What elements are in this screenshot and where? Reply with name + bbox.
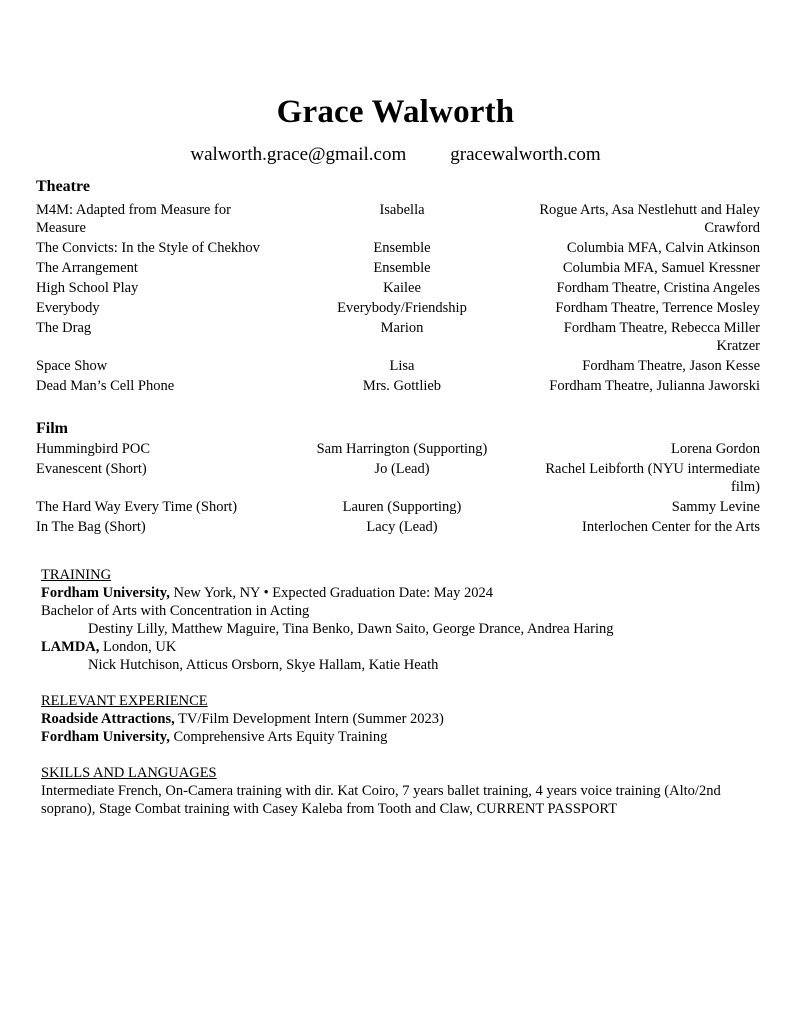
credit-row <box>36 259 760 277</box>
film-heading: Film <box>36 420 68 437</box>
role: Everybody/Friendship <box>337 300 467 316</box>
skills-text: Intermediate French, On-Camera training with dir. Kat Coiro, 7 years ballet training, 4 years voice training (Alto/2nd soprano), Stage Combat training with Casey Kaleba from Tooth and Claw, CURRENT PASSPORT <box>41 783 721 817</box>
credit-row <box>36 357 760 375</box>
company-director: Rogue Arts, Asa Nestlehutt and Haley Crawford <box>539 202 760 236</box>
credit-row <box>36 498 760 516</box>
theatre-credits <box>36 201 760 397</box>
degree: Bachelor of Arts with Concentration in Acting <box>41 603 310 619</box>
credit-row <box>36 319 760 355</box>
production-title: Space Show <box>36 358 108 374</box>
company-director: Columbia MFA, Samuel Kressner <box>562 260 760 276</box>
school-detail: New York, NY • Expected Graduation Date: May 2024 <box>169 585 493 601</box>
production-title: The Convicts: In the Style of Chekhov <box>36 240 260 256</box>
experience-heading: RELEVANT EXPERIENCE <box>41 693 208 709</box>
training-entry <box>41 638 761 656</box>
teachers-list: Destiny Lilly, Matthew Maguire, Tina Benko, Dawn Saito, George Drance, Andrea Haring <box>88 621 614 637</box>
experience-item <box>41 710 761 728</box>
production-title: Everybody <box>36 300 100 316</box>
training-section <box>41 566 761 674</box>
role: Lauren (Supporting) <box>342 499 462 515</box>
website-link[interactable]: gracewalworth.com <box>450 144 601 165</box>
resume-name: Grace Walworth <box>276 94 515 130</box>
credit-row <box>36 239 760 257</box>
experience-org: Roadside Attractions, <box>41 711 175 727</box>
role: Mrs. Gottlieb <box>362 378 442 394</box>
company-director: Fordham Theatre, Jason Kesse <box>582 358 760 374</box>
email-link[interactable]: walworth.grace@gmail.com <box>190 144 407 165</box>
teachers-list: Nick Hutchison, Atticus Orsborn, Skye Hallam, Katie Heath <box>88 657 439 673</box>
skills-section <box>41 764 761 818</box>
role: Ensemble <box>373 260 431 276</box>
training-entry <box>41 584 761 602</box>
production-title: Hummingbird POC <box>36 441 150 457</box>
contact-line <box>0 144 791 166</box>
role: Lacy (Lead) <box>366 519 438 535</box>
company-director: Rachel Leibforth (NYU intermediate film) <box>545 461 760 495</box>
credit-row <box>36 279 760 297</box>
production-title: The Drag <box>36 320 92 336</box>
experience-item <box>41 728 761 746</box>
company-director: Lorena Gordon <box>671 441 760 457</box>
skills-heading: SKILLS AND LANGUAGES <box>41 765 217 781</box>
company-director: Interlochen Center for the Arts <box>582 519 760 535</box>
production-title: The Arrangement <box>36 260 138 276</box>
company-director: Sammy Levine <box>671 499 760 515</box>
credit-row <box>36 440 760 458</box>
training-heading: TRAINING <box>41 567 112 583</box>
school-detail: London, UK <box>99 639 177 655</box>
credit-row <box>36 518 760 536</box>
company-director: Fordham Theatre, Julianna Jaworski <box>549 378 760 394</box>
credit-row <box>36 299 760 317</box>
school-name: Fordham University, <box>41 585 170 601</box>
experience-section <box>41 692 761 746</box>
theatre-heading: Theatre <box>36 178 90 195</box>
film-credits <box>36 440 760 538</box>
role: Marion <box>380 320 424 336</box>
production-title: In The Bag (Short) <box>36 519 146 535</box>
experience-detail: Comprehensive Arts Equity Training <box>169 729 388 745</box>
credit-row <box>36 377 760 395</box>
production-title: M4M: Adapted from Measure for Measure <box>36 202 231 236</box>
school-name: LAMDA, <box>41 639 100 655</box>
experience-org: Fordham University, <box>41 729 170 745</box>
role: Ensemble <box>373 240 431 256</box>
company-director: Columbia MFA, Calvin Atkinson <box>566 240 760 256</box>
experience-detail: TV/Film Development Intern (Summer 2023) <box>174 711 444 727</box>
role: Lisa <box>389 358 415 374</box>
production-title: High School Play <box>36 280 139 296</box>
company-director: Fordham Theatre, Terrence Mosley <box>555 300 760 316</box>
company-director: Fordham Theatre, Rebecca Miller Kratzer <box>563 320 760 354</box>
credit-row <box>36 201 760 237</box>
production-title: Evanescent (Short) <box>36 461 147 477</box>
production-title: The Hard Way Every Time (Short) <box>36 499 238 515</box>
role: Isabella <box>379 202 425 218</box>
role: Kailee <box>383 280 421 296</box>
credit-row <box>36 460 760 496</box>
production-title: Dead Man’s Cell Phone <box>36 378 175 394</box>
role: Jo (Lead) <box>374 461 430 477</box>
company-director: Fordham Theatre, Cristina Angeles <box>556 280 760 296</box>
role: Sam Harrington (Supporting) <box>316 441 488 457</box>
